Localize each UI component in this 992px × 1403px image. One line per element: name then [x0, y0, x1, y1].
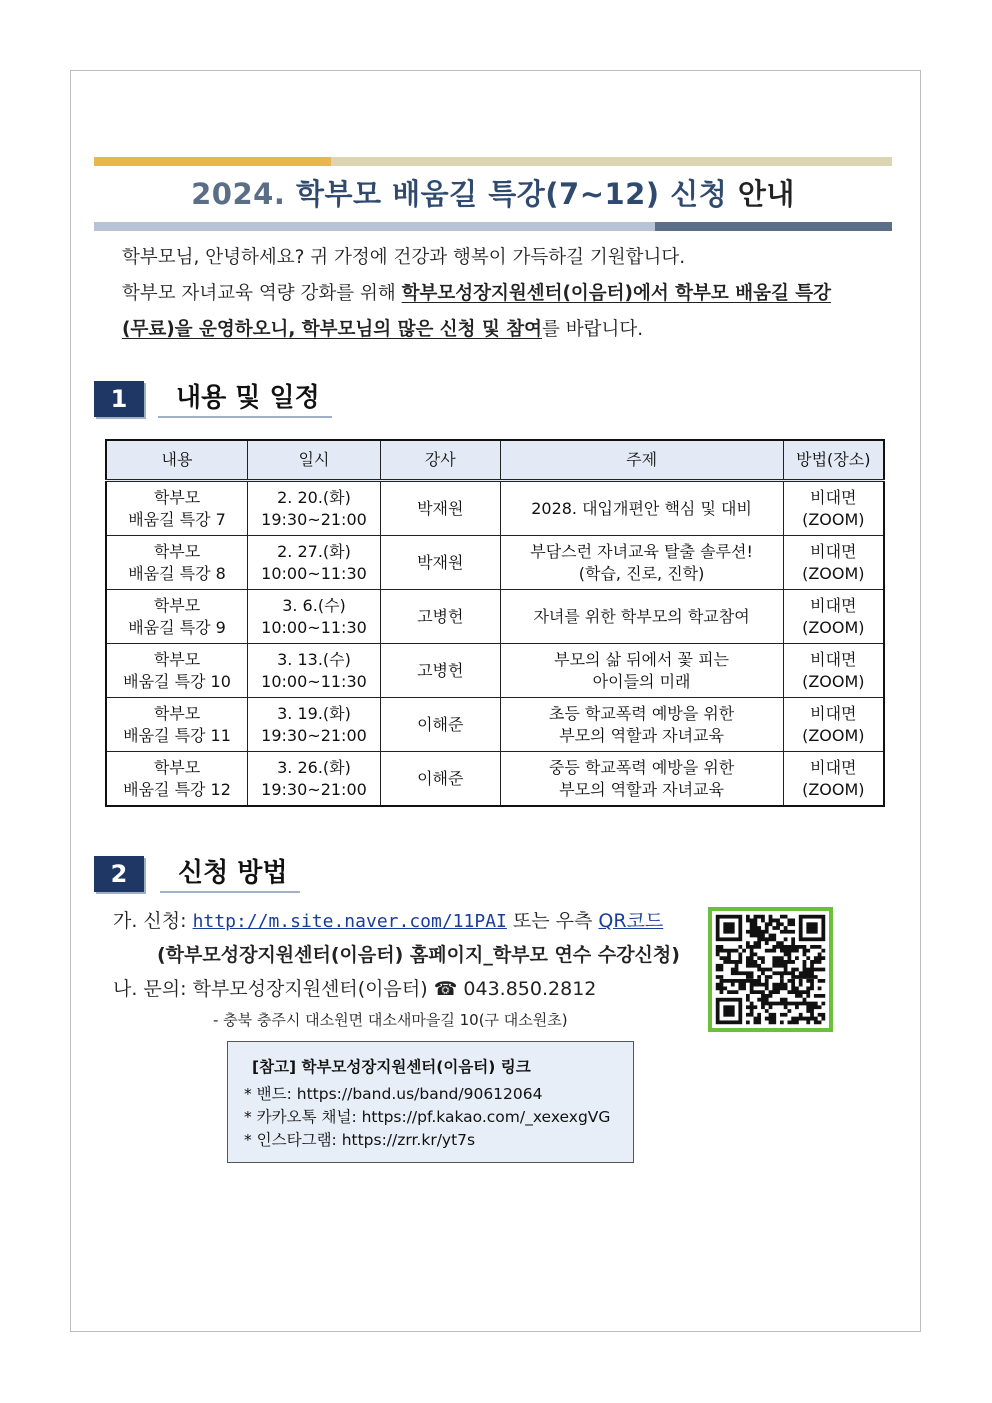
reference-kakao-link[interactable]: * 카카오톡 채널: https://pf.kakao.com/_xexexgVG [244, 1108, 611, 1126]
cell-line: 비대면 [810, 757, 857, 777]
cell-line: 부담스런 자녀교육 탈출 솔루션! [530, 541, 753, 561]
cell-line: (ZOOM) [802, 509, 865, 529]
intro-line-1: 학부모님, 안녕하세요? 귀 가정에 건강과 행복이 가득하길 기원합니다. [122, 247, 686, 268]
cell-content [106, 752, 248, 807]
intro-line-3 [122, 312, 892, 348]
cell-content [106, 644, 248, 698]
cell-datetime [248, 698, 381, 752]
cell-line: 부모의 역할과 자녀교육 [559, 779, 724, 799]
title-bar-top-beige [331, 157, 892, 166]
cell-line: 자녀를 위한 학부모의 학교참여 [533, 606, 750, 626]
section-2-badge: 2 [94, 856, 144, 892]
intro-line-2-plain: 학부모 자녀교육 역량 강화를 위해 [122, 283, 402, 304]
cell-line: (ZOOM) [802, 563, 865, 583]
cell-line: 배움길 특강 11 [123, 725, 231, 745]
header-content: 내용 [106, 440, 248, 481]
cell-line: 학부모 [153, 649, 201, 669]
reference-box [227, 1041, 634, 1163]
title-bar-bottom-light [94, 222, 655, 231]
intro-line-3-underlined: (무료)을 운영하오니, 학부모님의 많은 신청 및 참여 [122, 319, 543, 340]
cell-method [783, 644, 884, 698]
cell-line: 10:00~11:30 [261, 671, 367, 691]
cell-line: 학부모 [153, 757, 201, 777]
cell-lecturer: 이해준 [380, 752, 500, 807]
cell-line: 아이들의 미래 [592, 671, 691, 691]
cell-line: 배움길 특강 8 [128, 563, 226, 583]
header-datetime: 일시 [248, 440, 381, 481]
table-row [106, 481, 884, 536]
section-2-title: 신청 방법 [160, 855, 300, 893]
cell-line: 3. 13.(수) [277, 649, 351, 669]
cell-line: 2. 20.(화) [277, 487, 351, 507]
schedule-table [105, 439, 885, 807]
cell-topic [500, 590, 783, 644]
cell-lecturer: 고병헌 [380, 590, 500, 644]
table-row [106, 698, 884, 752]
cell-line: 2028. 대입개편안 핵심 및 대비 [531, 498, 752, 518]
cell-lecturer: 박재원 [380, 481, 500, 536]
cell-line: 비대면 [810, 703, 857, 723]
cell-topic [500, 698, 783, 752]
cell-line: (ZOOM) [802, 779, 865, 799]
cell-line: 학부모 [153, 541, 201, 561]
qr-code[interactable] [708, 907, 833, 1032]
cell-line: 3. 6.(수) [282, 595, 346, 615]
cell-topic [500, 536, 783, 590]
cell-line: 비대면 [810, 649, 857, 669]
cell-line: 10:00~11:30 [261, 563, 367, 583]
cell-line: 비대면 [810, 595, 857, 615]
cell-line: 배움길 특강 10 [123, 671, 231, 691]
cell-method [783, 752, 884, 807]
title-year: 2024. [191, 177, 286, 211]
apply-item-b [113, 972, 596, 1006]
table-row [106, 536, 884, 590]
address: - 충북 충주시 대소원면 대소새마을길 10(구 대소원초) [213, 1011, 568, 1029]
reference-title: [참고] 학부모성장지원센터(이음터) 링크 [252, 1058, 531, 1076]
cell-line: 학부모 [153, 703, 201, 723]
inquiry-label: 나. 문의: 학부모성장지원센터(이음터) [113, 978, 434, 1000]
cell-line: 19:30~21:00 [261, 509, 367, 529]
cell-method [783, 590, 884, 644]
cell-line: 19:30~21:00 [261, 779, 367, 799]
cell-datetime [248, 590, 381, 644]
cell-content [106, 698, 248, 752]
cell-lecturer: 이해준 [380, 698, 500, 752]
cell-line: 배움길 특강 7 [128, 509, 226, 529]
apply-item-a [113, 904, 663, 939]
cell-topic [500, 752, 783, 807]
apply-link[interactable]: http://m.site.naver.com/11PAI [192, 911, 507, 932]
cell-content [106, 590, 248, 644]
cell-datetime [248, 481, 381, 536]
cell-line: 배움길 특강 12 [123, 779, 231, 799]
apply-mid-text: 또는 우측 [506, 910, 599, 932]
page-title [94, 171, 892, 217]
cell-line: 학부모 [153, 595, 201, 615]
apply-qr-text: QR코드 [598, 910, 664, 932]
cell-content [106, 481, 248, 536]
header-lecturer: 강사 [380, 440, 500, 481]
cell-line: 비대면 [810, 541, 857, 561]
header-topic: 주제 [500, 440, 783, 481]
cell-line: 학부모 [153, 487, 201, 507]
table-header-row [106, 440, 884, 481]
cell-topic [500, 644, 783, 698]
cell-line: 부모의 역할과 자녀교육 [559, 725, 724, 745]
cell-line: 19:30~21:00 [261, 725, 367, 745]
cell-line: 3. 19.(화) [277, 703, 351, 723]
intro-line-3-plain: 를 바랍니다. [542, 319, 644, 340]
cell-lecturer: 박재원 [380, 536, 500, 590]
table-row [106, 752, 884, 807]
cell-method [783, 698, 884, 752]
cell-line: (ZOOM) [802, 725, 865, 745]
intro-line-2 [122, 276, 892, 312]
cell-content [106, 536, 248, 590]
cell-line: 배움길 특강 9 [128, 617, 226, 637]
apply-item-a-sub: (학부모성장지원센터(이음터) 홈페이지_학부모 연수 수강신청) [157, 944, 680, 966]
cell-line: (ZOOM) [802, 671, 865, 691]
inquiry-phone: 043.850.2812 [457, 978, 597, 1000]
reference-instagram-link[interactable]: * 인스타그램: https://zrr.kr/yt7s [244, 1131, 476, 1149]
cell-method [783, 481, 884, 536]
header-method: 방법(장소) [783, 440, 884, 481]
cell-line: 중등 학교폭력 예방을 위한 [548, 757, 735, 777]
intro-line-2-underlined: 학부모성장지원센터(이음터)에서 학부모 배움길 특강 [401, 283, 832, 304]
cell-line: 부모의 삶 뒤에서 꽃 피는 [554, 649, 730, 669]
cell-lecturer: 고병헌 [380, 644, 500, 698]
title-bar-bottom-dark [655, 222, 892, 231]
cell-datetime [248, 644, 381, 698]
section-1-badge: 1 [94, 381, 144, 417]
apply-label: 가. 신청: [113, 910, 193, 932]
cell-line: (학습, 진로, 진학) [578, 563, 705, 583]
phone-icon: ☎ [433, 978, 458, 1000]
cell-line: (ZOOM) [802, 617, 865, 637]
cell-line: 비대면 [810, 487, 857, 507]
section-1-title: 내용 및 일정 [158, 380, 332, 418]
cell-datetime [248, 536, 381, 590]
title-main: 학부모 배움길 특강(7~12) 신청 [295, 177, 728, 211]
cell-topic [500, 481, 783, 536]
cell-method [783, 536, 884, 590]
cell-datetime [248, 752, 381, 807]
cell-line: 초등 학교폭력 예방을 위한 [548, 703, 735, 723]
title-bar-top-gold [94, 157, 331, 166]
table-row [106, 590, 884, 644]
cell-line: 10:00~11:30 [261, 617, 367, 637]
reference-band-link[interactable]: * 밴드: https://band.us/band/90612064 [244, 1085, 543, 1103]
qr-code-icon [712, 911, 829, 1028]
cell-line: 2. 27.(화) [277, 541, 351, 561]
title-last: 안내 [737, 177, 795, 211]
table-row [106, 644, 884, 698]
cell-line: 3. 26.(화) [277, 757, 351, 777]
